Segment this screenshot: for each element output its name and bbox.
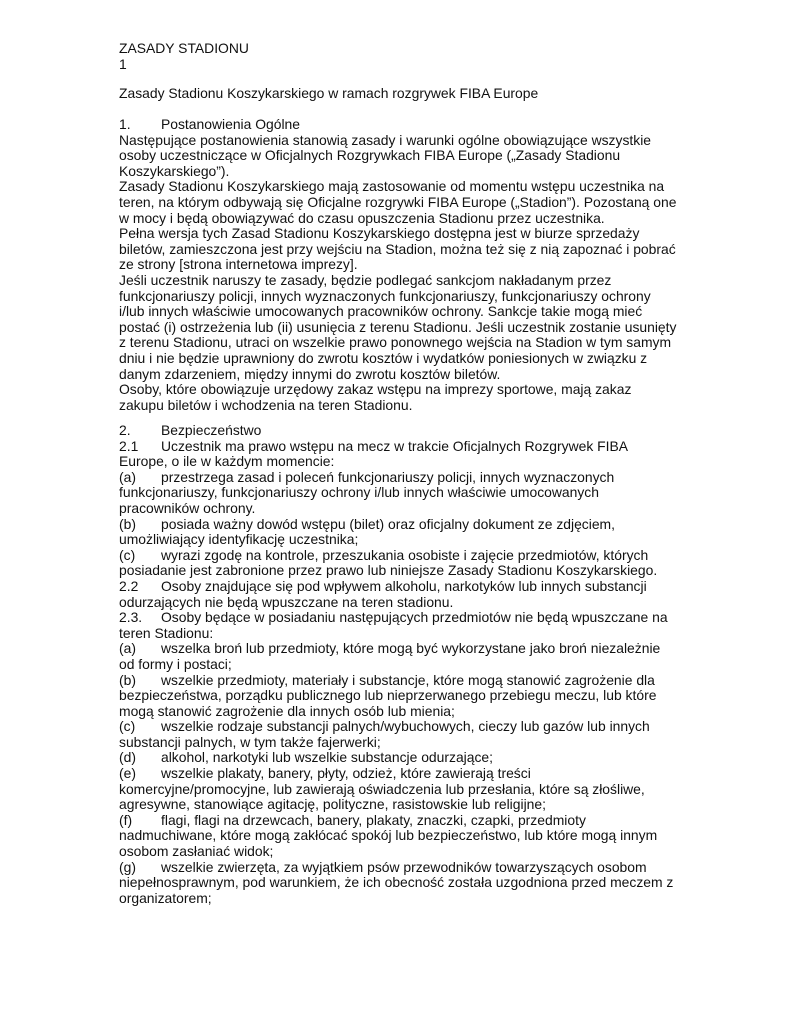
- clause-label: (f): [119, 811, 133, 828]
- paragraph: Pełna wersja tych Zasad Stadionu Koszykarskiego dostępna jest w biurze sprzedaży biletów, zamieszczona jest przy wejściu na Stadion, można też się z nią zapoznać i pobrać ze strony [strona internetowa imprezy].: [119, 225, 676, 273]
- clause-text: Uczestnik ma prawo wstępu na mecz w trakcie Oficjalnych Rozgrywek FIBA Europe, o ile w każdym momencie:: [119, 437, 628, 470]
- section-title: Postanowienia Ogólne: [161, 116, 301, 132]
- clause-label: (b): [119, 671, 136, 688]
- clause-item: [119, 766, 679, 813]
- clause-label: (e): [119, 765, 136, 782]
- clause-item: [119, 719, 679, 750]
- clause-label: (g): [119, 858, 136, 875]
- paragraph: Zasady Stadionu Koszykarskiego mają zastosowanie od momentu wstępu uczestnika na teren, na którym odbywają się Oficjalne rozgrywki FIBA Europe („Stadion”). Pozostaną one w mocy i będą obowiązywać do czasu opuszczenia Stadionu przez uczestnika.: [119, 178, 677, 226]
- clause-item: [119, 439, 679, 470]
- clause-item: [119, 813, 679, 860]
- clause-text: Osoby znajdujące się pod wpływem alkoholu, narkotyków lub innych substancji odurzających nie będą wpuszczane na teren stadionu.: [119, 577, 647, 610]
- clause-item: [119, 641, 679, 672]
- clause-text: wszelka broń lub przedmioty, które mogą być wykorzystane jako broń niezależnie od formy i postaci;: [119, 640, 661, 672]
- page-header: [119, 41, 249, 72]
- clause-text: wszelkie rodzaje substancji palnych/wybuchowych, cieczy lub gazów lub innych substancji palnych, w tym także fajerwerki;: [119, 718, 650, 750]
- clause-item: [119, 579, 679, 610]
- clause-label: (b): [119, 515, 136, 532]
- clause-item: [119, 750, 679, 766]
- clause-item: [119, 470, 679, 517]
- clause-label: (a): [119, 468, 136, 485]
- clause-item: [119, 860, 679, 907]
- clause-text: wszelkie plakaty, banery, płyty, odzież, które zawierają treści komercyjne/promocyjne, lub zawierają oświadczenia lub przesłania, które są złośliwe, agresywne, stanowiące agitację, polityczne, rasistowskie lub religijne;: [119, 765, 645, 813]
- clause-label: (d): [119, 749, 136, 766]
- clause-text: flagi, flagi na drzewcach, banery, plakaty, znaczki, czapki, przedmioty nadmuchiwane, które mogą zakłócać spokój lub bezpieczeństwo, lub które mogą innym osobom zasłaniać widok;: [119, 811, 658, 860]
- section-security: [119, 423, 679, 906]
- clause-text: Osoby będące w posiadaniu następujących przedmiotów nie będą wpuszczane na teren Stadionu:: [119, 609, 668, 641]
- section-heading: [119, 117, 679, 133]
- section-general-provisions: [119, 117, 679, 413]
- clause-label: 2.3.: [119, 609, 143, 626]
- clause-label: (a): [119, 640, 136, 657]
- clause-text: alkohol, narkotyki lub wszelkie substancje odurzające;: [161, 749, 494, 766]
- clause-item: [119, 517, 679, 548]
- section-heading: [119, 423, 679, 439]
- header-title: ZASADY STADIONU: [119, 40, 249, 56]
- clause-text: posiada ważny dowód wstępu (bilet) oraz oficjalny dokument ze zdjęciem, umożliwiający identyfikację uczestnika;: [119, 515, 615, 548]
- clause-text: przestrzega zasad i poleceń funkcjonariuszy policji, innych wyznaczonych funkcjonariuszy, funkcjonariuszy ochrony i/lub innych właściwie umocowanych pracowników ochrony.: [119, 468, 615, 516]
- clause-label: 2.1: [119, 437, 139, 454]
- clause-text: wszelkie zwierzęta, za wyjątkiem psów przewodników towarzyszących osobom niepełnosprawnym, pod warunkiem, że ich obecność została uzgodniona przed meczem z organizatorem;: [119, 858, 674, 906]
- document-title: Zasady Stadionu Koszykarskiego w ramach rozgrywek FIBA Europe: [119, 85, 539, 101]
- section-number: 2.: [119, 422, 131, 438]
- paragraph: Następujące postanowienia stanowią zasady i warunki ogólne obowiązujące wszystkie osoby uczestniczące w Oficjalnych Rozgrywkach FIBA Europe („Zasady Stadionu Koszykarskiego”).: [119, 131, 652, 179]
- paragraph: Osoby, które obowiązuje urzędowy zakaz wstępu na imprezy sportowe, mają zakaz zakupu biletów i wchodzenia na teren Stadionu.: [119, 381, 632, 413]
- paragraph: Jeśli uczestnik naruszy te zasady, będzie podlegać sankcjom nakładanym przez funkcjonariuszy policji, innych wyznaczonych funkcjonariuszy, funkcjonariuszy ochrony i/lub innych właściwie umocowanych pracowników ochrony. Sankcje takie mogą mieć postać (i) ostrzeżenia lub (ii) usunięcia z terenu Stadionu. Jeśli uczestnik zostanie usunięty z terenu Stadionu, utraci on wszelkie prawo ponownego wejścia na Stadion w tym samym dniu i nie będzie uprawniony do zwrotu kosztów i wydatków poniesionych w związku z danym zdarzeniem, między innymi do zwrotu kosztów biletów.: [119, 271, 677, 382]
- clause-label: (c): [119, 546, 136, 563]
- clause-item: [119, 610, 679, 641]
- clause-item: [119, 548, 679, 579]
- clause-text: wyrazi zgodę na kontrole, przeszukania osobiste i zajęcie przedmiotów, których posiadanie jest zabronione przez prawo lub niniejsze Zasady Stadionu Koszykarskiego.: [119, 546, 658, 579]
- clause-item: [119, 673, 679, 720]
- clause-text: wszelkie przedmioty, materiały i substancje, które mogą stanowić zagrożenie dla bezpieczeństwa, porządku publicznego lub nieprzerwanego przebiegu meczu, lub które mogą stanowić zagrożenie dla innych osób lub mienia;: [119, 671, 657, 719]
- section-number: 1.: [119, 116, 131, 132]
- clause-label: (c): [119, 718, 136, 735]
- section-title: Bezpieczeństwo: [161, 422, 262, 438]
- clause-label: 2.2: [119, 577, 139, 594]
- page-number: 1: [119, 55, 127, 72]
